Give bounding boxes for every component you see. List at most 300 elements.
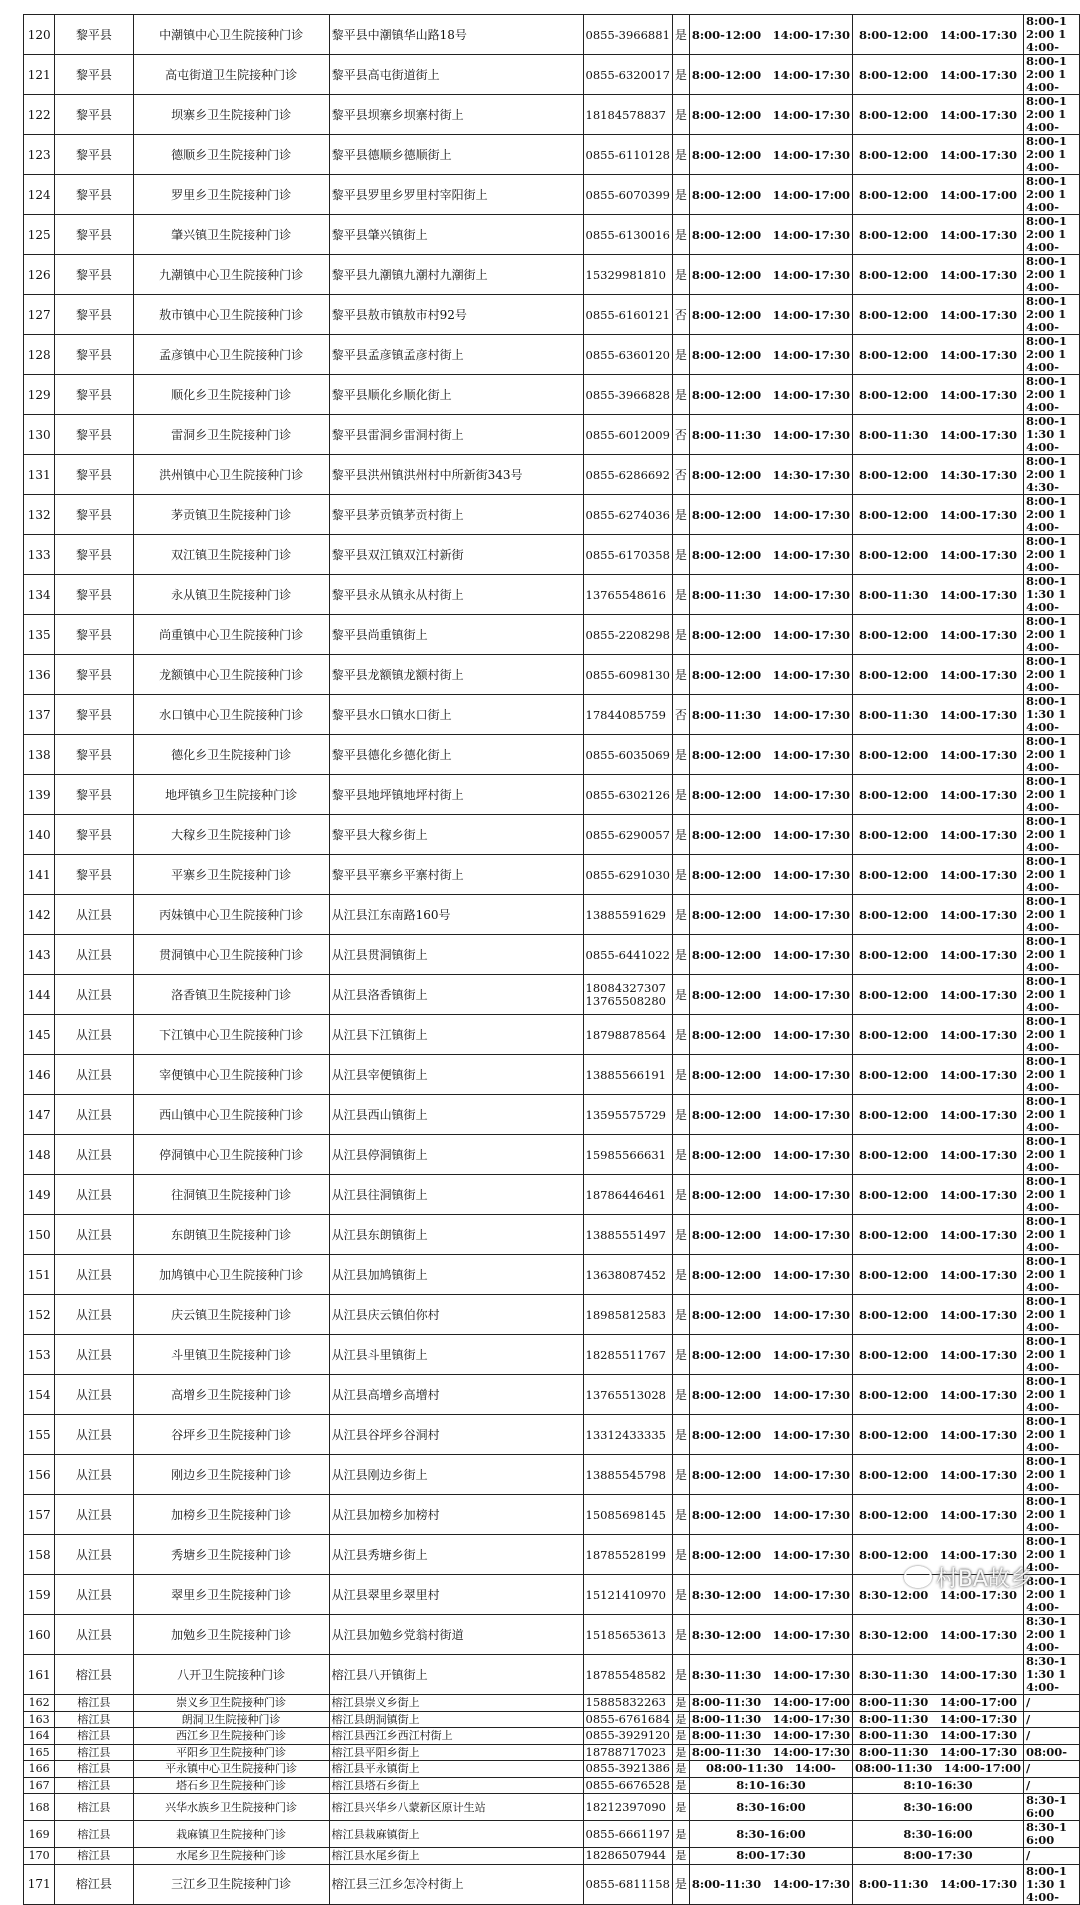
cell-phone: 0855-2208298: [583, 615, 672, 655]
cell-weekend-hours: 8:00-12:00 14:00-17:30: [852, 1015, 1023, 1055]
cell-clinic-name: 高增乡卫生院接种门诊: [133, 1375, 329, 1415]
cell-county: 黎平县: [55, 535, 133, 575]
cell-weekday-hours: 8:00-12:00 14:00-17:30: [689, 55, 852, 95]
cell-county: 黎平县: [55, 335, 133, 375]
cell-holiday-hours: 8:00-11:30 14:00-: [1024, 415, 1080, 455]
cell-clinic-name: 崇义乡卫生院接种门诊: [133, 1695, 329, 1712]
cell-open-flag: 是: [672, 175, 689, 215]
cell-weekend-hours: 8:00-12:00 14:00-17:30: [852, 1175, 1023, 1215]
cell-county: 从江县: [55, 895, 133, 935]
cell-weekday-hours: 8:00-12:00 14:00-17:30: [689, 1535, 852, 1575]
cell-weekday-hours: 8:00-12:00 14:00-17:30: [689, 1375, 852, 1415]
cell-clinic-name: 翠里乡卫生院接种门诊: [133, 1575, 329, 1615]
cell-weekday-hours: 8:00-12:00 14:00-17:30: [689, 255, 852, 295]
table-row: [24, 1761, 1080, 1778]
cell-address: 黎平县双江镇双江村新街: [329, 535, 583, 575]
cell-clinic-name: 刚边乡卫生院接种门诊: [133, 1455, 329, 1495]
cell-address: 黎平县高屯街道街上: [329, 55, 583, 95]
cell-phone: 18084327307 13765508280: [583, 975, 672, 1015]
cell-phone: 18285511767: [583, 1335, 672, 1375]
cell-weekend-hours: 8:00-12:00 14:00-17:30: [852, 1255, 1023, 1295]
cell-holiday-hours: 8:00-12:00 14:00-: [1024, 895, 1080, 935]
table-row: [24, 1255, 1080, 1295]
cell-row-number: 170: [24, 1848, 55, 1865]
cell-clinic-name: 宰便镇中心卫生院接种门诊: [133, 1055, 329, 1095]
cell-address: 从江县谷坪乡谷洞村: [329, 1415, 583, 1455]
cell-open-flag: 是: [672, 1575, 689, 1615]
cell-clinic-name: 往洞镇卫生院接种门诊: [133, 1175, 329, 1215]
cell-row-number: 160: [24, 1615, 55, 1655]
cell-weekday-hours: 8:30-12:00 14:00-17:30: [689, 1615, 852, 1655]
cell-open-flag: 是: [672, 1777, 689, 1794]
cell-open-flag: 是: [672, 1255, 689, 1295]
cell-weekend-hours: 8:00-11:30 14:00-17:30: [852, 1864, 1023, 1904]
cell-holiday-hours: 8:00-12:00 14:00-: [1024, 815, 1080, 855]
cell-address: 从江县加鸠镇街上: [329, 1255, 583, 1295]
cell-weekday-hours: 8:00-12:00 14:00-17:30: [689, 495, 852, 535]
cell-row-number: 154: [24, 1375, 55, 1415]
cell-address: 黎平县罗里乡罗里村宰阳街上: [329, 175, 583, 215]
cell-weekend-hours: 8:00-12:00 14:00-17:30: [852, 1215, 1023, 1255]
cell-holiday-hours: 8:00-12:00 14:00-: [1024, 1255, 1080, 1295]
cell-clinic-name: 龙额镇中心卫生院接种门诊: [133, 655, 329, 695]
cell-open-flag: 是: [672, 1015, 689, 1055]
cell-clinic-name: 地坪镇乡卫生院接种门诊: [133, 775, 329, 815]
cell-phone: 18212397090: [583, 1794, 672, 1821]
cell-weekend-hours: 8:00-11:30 14:00-17:30: [852, 695, 1023, 735]
cell-open-flag: 是: [672, 815, 689, 855]
cell-address: 黎平县敖市镇敖市村92号: [329, 295, 583, 335]
cell-weekday-hours: 8:00-12:00 14:00-17:30: [689, 1415, 852, 1455]
cell-clinic-name: 水口镇中心卫生院接种门诊: [133, 695, 329, 735]
cell-phone: 18286507944: [583, 1848, 672, 1865]
cell-clinic-name: 丙妹镇中心卫生院接种门诊: [133, 895, 329, 935]
cell-address: 从江县贯洞镇街上: [329, 935, 583, 975]
cell-county: 黎平县: [55, 415, 133, 455]
cell-county: 黎平县: [55, 15, 133, 55]
cell-holiday-hours: 8:00-12:00 14:00-: [1024, 1135, 1080, 1175]
cell-open-flag: 是: [672, 1295, 689, 1335]
table-row: [24, 1575, 1080, 1615]
cell-holiday-hours: 8:00-12:00 14:30-: [1024, 455, 1080, 495]
cell-phone: 17844085759: [583, 695, 672, 735]
cell-row-number: 141: [24, 855, 55, 895]
cell-clinic-name: 兴华水族乡卫生院接种门诊: [133, 1794, 329, 1821]
cell-row-number: 157: [24, 1495, 55, 1535]
cell-phone: 0855-3966881: [583, 15, 672, 55]
cell-holiday-hours: 8:00-12:00 14:00-: [1024, 735, 1080, 775]
cell-address: 黎平县顺化乡顺化街上: [329, 375, 583, 415]
cell-open-flag: 是: [672, 1848, 689, 1865]
cell-open-flag: 是: [672, 15, 689, 55]
table-row: [24, 1015, 1080, 1055]
cell-county: 从江县: [55, 1575, 133, 1615]
cell-holiday-hours: 8:00-12:00 14:00-: [1024, 775, 1080, 815]
cell-clinic-name: 西山镇中心卫生院接种门诊: [133, 1095, 329, 1135]
cell-weekend-hours: 8:00-12:00 14:00-17:30: [852, 935, 1023, 975]
cell-clinic-name: 东朗镇卫生院接种门诊: [133, 1215, 329, 1255]
table-row: [24, 1455, 1080, 1495]
cell-clinic-name: 罗里乡卫生院接种门诊: [133, 175, 329, 215]
cell-address: 黎平县雷洞乡雷洞村街上: [329, 415, 583, 455]
cell-open-flag: 否: [672, 455, 689, 495]
cell-weekday-hours: 8:30-16:00: [689, 1821, 852, 1848]
cell-row-number: 143: [24, 935, 55, 975]
cell-address: 榕江县平阳乡街上: [329, 1744, 583, 1761]
cell-open-flag: 是: [672, 1728, 689, 1745]
cell-clinic-name: 孟彦镇中心卫生院接种门诊: [133, 335, 329, 375]
cell-row-number: 153: [24, 1335, 55, 1375]
cell-phone: 18785528199: [583, 1535, 672, 1575]
table-row: [24, 695, 1080, 735]
cell-holiday-hours: 8:00-12:00 14:00-: [1024, 95, 1080, 135]
cell-clinic-name: 八开卫生院接种门诊: [133, 1655, 329, 1695]
table-row: [24, 1495, 1080, 1535]
cell-row-number: 168: [24, 1794, 55, 1821]
cell-weekend-hours: 8:30-12:00 14:00-17:30: [852, 1575, 1023, 1615]
cell-address: 榕江县西江乡西江村街上: [329, 1728, 583, 1745]
cell-row-number: 159: [24, 1575, 55, 1615]
cell-county: 从江县: [55, 1055, 133, 1095]
cell-address: 黎平县水口镇水口街上: [329, 695, 583, 735]
cell-county: 黎平县: [55, 175, 133, 215]
cell-holiday-hours: /: [1024, 1711, 1080, 1728]
cell-county: 从江县: [55, 1535, 133, 1575]
cell-phone: 13765548616: [583, 575, 672, 615]
cell-row-number: 128: [24, 335, 55, 375]
cell-phone: 18786446461: [583, 1175, 672, 1215]
cell-row-number: 135: [24, 615, 55, 655]
cell-clinic-name: 敖市镇中心卫生院接种门诊: [133, 295, 329, 335]
table-row: [24, 1615, 1080, 1655]
cell-address: 从江县洛香镇街上: [329, 975, 583, 1015]
cell-county: 黎平县: [55, 255, 133, 295]
cell-holiday-hours: /: [1024, 1728, 1080, 1745]
cell-row-number: 149: [24, 1175, 55, 1215]
cell-weekend-hours: 8:00-12:00 14:00-17:30: [852, 1535, 1023, 1575]
cell-open-flag: 是: [672, 575, 689, 615]
table-row: [24, 295, 1080, 335]
cell-open-flag: 是: [672, 1864, 689, 1904]
cell-address: 黎平县茅贡镇茅贡村街上: [329, 495, 583, 535]
cell-open-flag: 是: [672, 335, 689, 375]
cell-row-number: 133: [24, 535, 55, 575]
cell-phone: 0855-3966828: [583, 375, 672, 415]
cell-holiday-hours: /: [1024, 1695, 1080, 1712]
cell-county: 榕江县: [55, 1848, 133, 1865]
cell-holiday-hours: 8:00-12:00 14:00-: [1024, 975, 1080, 1015]
cell-open-flag: 是: [672, 1095, 689, 1135]
cell-address: 榕江县兴华乡八蒙新区原计生站: [329, 1794, 583, 1821]
cell-weekday-hours: 8:00-12:00 14:00-17:30: [689, 215, 852, 255]
cell-phone: 13885551497: [583, 1215, 672, 1255]
cell-address: 从江县庆云镇伯你村: [329, 1295, 583, 1335]
table-row: [24, 495, 1080, 535]
table-row: [24, 1335, 1080, 1375]
cell-clinic-name: 平阳乡卫生院接种门诊: [133, 1744, 329, 1761]
watermark-text: 村BA故乡: [935, 1567, 1032, 1592]
cell-address: 黎平县德化乡德化街上: [329, 735, 583, 775]
cell-holiday-hours: 8:00-12:00 14:00-: [1024, 1335, 1080, 1375]
cell-county: 黎平县: [55, 95, 133, 135]
table-row: [24, 1175, 1080, 1215]
cell-holiday-hours: 8:00-12:00 14:00-: [1024, 15, 1080, 55]
cell-row-number: 129: [24, 375, 55, 415]
cell-clinic-name: 高屯街道卫生院接种门诊: [133, 55, 329, 95]
cell-row-number: 165: [24, 1744, 55, 1761]
cell-clinic-name: 双江镇卫生院接种门诊: [133, 535, 329, 575]
cell-phone: 0855-6761684: [583, 1711, 672, 1728]
cell-open-flag: 是: [672, 1375, 689, 1415]
cell-weekend-hours: 8:00-12:00 14:00-17:30: [852, 775, 1023, 815]
cell-phone: 0855-6098130: [583, 655, 672, 695]
table-row: [24, 735, 1080, 775]
cell-clinic-name: 栽麻镇卫生院接种门诊: [133, 1821, 329, 1848]
cell-row-number: 146: [24, 1055, 55, 1095]
cell-clinic-name: 雷洞乡卫生院接种门诊: [133, 415, 329, 455]
cell-weekday-hours: 8:00-12:00 14:00-17:30: [689, 735, 852, 775]
cell-county: 榕江县: [55, 1744, 133, 1761]
cell-open-flag: 是: [672, 775, 689, 815]
cell-weekend-hours: 8:00-12:00 14:00-17:30: [852, 1415, 1023, 1455]
cell-clinic-name: 中潮镇中心卫生院接种门诊: [133, 15, 329, 55]
cell-address: 从江县西山镇街上: [329, 1095, 583, 1135]
cell-phone: 0855-6170358: [583, 535, 672, 575]
cell-phone: 18985812583: [583, 1295, 672, 1335]
cell-weekend-hours: 8:00-12:00 14:00-17:30: [852, 1135, 1023, 1175]
cell-weekday-hours: 8:00-12:00 14:30-17:30: [689, 455, 852, 495]
table-row: [24, 1655, 1080, 1695]
cell-weekday-hours: 8:00-12:00 14:00-17:30: [689, 655, 852, 695]
cell-row-number: 163: [24, 1711, 55, 1728]
cell-weekend-hours: 8:00-12:00 14:30-17:30: [852, 455, 1023, 495]
cell-open-flag: 是: [672, 1455, 689, 1495]
cell-weekend-hours: 8:00-12:00 14:00-17:30: [852, 135, 1023, 175]
cell-county: 黎平县: [55, 55, 133, 95]
cell-weekday-hours: 8:00-12:00 14:00-17:30: [689, 895, 852, 935]
cell-clinic-name: 谷坪乡卫生院接种门诊: [133, 1415, 329, 1455]
cell-clinic-name: 三江乡卫生院接种门诊: [133, 1864, 329, 1904]
cell-weekday-hours: 8:00-12:00 14:00-17:30: [689, 775, 852, 815]
cell-county: 榕江县: [55, 1821, 133, 1848]
cell-row-number: 138: [24, 735, 55, 775]
cell-phone: 0855-6035069: [583, 735, 672, 775]
cell-weekday-hours: 8:00-11:30 14:00-17:30: [689, 575, 852, 615]
cell-holiday-hours: 8:00-12:00 14:00-: [1024, 535, 1080, 575]
cell-phone: 0855-6290057: [583, 815, 672, 855]
cell-phone: 13885591629: [583, 895, 672, 935]
cell-row-number: 139: [24, 775, 55, 815]
cell-address: 从江县斗里镇街上: [329, 1335, 583, 1375]
cell-phone: 15085698145: [583, 1495, 672, 1535]
cell-row-number: 162: [24, 1695, 55, 1712]
table-row: [24, 935, 1080, 975]
cell-weekend-hours: 8:00-11:30 14:00-17:30: [852, 1711, 1023, 1728]
cell-phone: 18798878564: [583, 1015, 672, 1055]
cell-phone: 15121410970: [583, 1575, 672, 1615]
cell-weekend-hours: 8:00-12:00 14:00-17:30: [852, 855, 1023, 895]
cell-holiday-hours: 8:00-12:00 14:00-: [1024, 55, 1080, 95]
table-row: [24, 1215, 1080, 1255]
cell-weekday-hours: 08:00-11:30 14:00-: [689, 1761, 852, 1778]
cell-weekend-hours: 8:00-12:00 14:00-17:30: [852, 495, 1023, 535]
cell-weekday-hours: 8:00-12:00 14:00-17:30: [689, 295, 852, 335]
cell-open-flag: 是: [672, 1761, 689, 1778]
cell-phone: 0855-6012009: [583, 415, 672, 455]
cell-holiday-hours: 8:00-12:00 14:00-: [1024, 295, 1080, 335]
cell-row-number: 166: [24, 1761, 55, 1778]
cell-row-number: 134: [24, 575, 55, 615]
cell-weekend-hours: 8:30-11:30 14:00-17:30: [852, 1655, 1023, 1695]
cell-weekday-hours: 8:00-12:00 14:00-17:30: [689, 855, 852, 895]
cell-row-number: 122: [24, 95, 55, 135]
cell-row-number: 130: [24, 415, 55, 455]
table-row: [24, 1055, 1080, 1095]
cell-phone: 13765513028: [583, 1375, 672, 1415]
cell-clinic-name: 茅贡镇卫生院接种门诊: [133, 495, 329, 535]
cell-phone: 0855-6274036: [583, 495, 672, 535]
cell-county: 黎平县: [55, 135, 133, 175]
table-row: [24, 775, 1080, 815]
cell-weekend-hours: 8:10-16:30: [852, 1777, 1023, 1794]
cell-weekday-hours: 8:00-12:00 14:00-17:30: [689, 375, 852, 415]
cell-open-flag: 是: [672, 1175, 689, 1215]
cell-county: 榕江县: [55, 1777, 133, 1794]
cell-holiday-hours: 8:00-11:30 14:00-: [1024, 695, 1080, 735]
cell-holiday-hours: /: [1024, 1848, 1080, 1865]
table-body: [24, 15, 1080, 1905]
cell-weekday-hours: 8:00-12:00 14:00-17:30: [689, 535, 852, 575]
cell-weekday-hours: 8:00-11:30 14:00-17:30: [689, 1728, 852, 1745]
cell-open-flag: 是: [672, 1695, 689, 1712]
cell-address: 榕江县平永镇街上: [329, 1761, 583, 1778]
cell-holiday-hours: 8:00-12:00 14:00-: [1024, 1535, 1080, 1575]
cell-open-flag: 是: [672, 1535, 689, 1575]
cell-holiday-hours: 8:00-11:30 14:00-: [1024, 1864, 1080, 1904]
table-row: [24, 375, 1080, 415]
table-row: [24, 1821, 1080, 1848]
clinic-schedule-table: [23, 14, 1080, 1905]
table-row: [24, 335, 1080, 375]
cell-phone: 0855-6286692: [583, 455, 672, 495]
cell-county: 从江县: [55, 1015, 133, 1055]
cell-row-number: 155: [24, 1415, 55, 1455]
cell-clinic-name: 加勉乡卫生院接种门诊: [133, 1615, 329, 1655]
cell-county: 榕江县: [55, 1864, 133, 1904]
cell-county: 从江县: [55, 975, 133, 1015]
cell-clinic-name: 斗里镇卫生院接种门诊: [133, 1335, 329, 1375]
table-row: [24, 175, 1080, 215]
cell-holiday-hours: 8:00-12:00 14:00-: [1024, 215, 1080, 255]
cell-county: 黎平县: [55, 655, 133, 695]
cell-county: 从江县: [55, 1095, 133, 1135]
cell-weekend-hours: 8:00-17:30: [852, 1848, 1023, 1865]
cell-weekend-hours: 8:30-12:00 14:00-17:30: [852, 1615, 1023, 1655]
cell-clinic-name: 肇兴镇卫生院接种门诊: [133, 215, 329, 255]
cell-holiday-hours: 8:00-12:00 14:00-: [1024, 1295, 1080, 1335]
cell-row-number: 145: [24, 1015, 55, 1055]
cell-holiday-hours: /: [1024, 1777, 1080, 1794]
table-row: [24, 255, 1080, 295]
cell-clinic-name: 西江乡卫生院接种门诊: [133, 1728, 329, 1745]
cell-address: 从江县下江镇街上: [329, 1015, 583, 1055]
cell-clinic-name: 贯洞镇中心卫生院接种门诊: [133, 935, 329, 975]
cell-weekday-hours: 8:00-12:00 14:00-17:00: [689, 175, 852, 215]
cell-phone: 13885545798: [583, 1455, 672, 1495]
cell-weekday-hours: 8:00-11:30 14:00-17:30: [689, 1744, 852, 1761]
cell-open-flag: 是: [672, 1711, 689, 1728]
cell-clinic-name: 加鸠镇中心卫生院接种门诊: [133, 1255, 329, 1295]
cell-county: 从江县: [55, 1255, 133, 1295]
cell-row-number: 150: [24, 1215, 55, 1255]
cell-weekday-hours: 8:00-12:00 14:00-17:30: [689, 1495, 852, 1535]
cell-address: 从江县刚边乡街上: [329, 1455, 583, 1495]
cell-weekday-hours: 8:00-12:00 14:00-17:30: [689, 1175, 852, 1215]
cell-phone: 0855-6661197: [583, 1821, 672, 1848]
cell-phone: 13638087452: [583, 1255, 672, 1295]
cell-phone: 13312433335: [583, 1415, 672, 1455]
cell-county: 黎平县: [55, 735, 133, 775]
table-row: [24, 1711, 1080, 1728]
table-row: [24, 975, 1080, 1015]
cell-clinic-name: 九潮镇中心卫生院接种门诊: [133, 255, 329, 295]
cell-weekend-hours: 8:00-12:00 14:00-17:00: [852, 175, 1023, 215]
cell-open-flag: 否: [672, 415, 689, 455]
cell-clinic-name: 德化乡卫生院接种门诊: [133, 735, 329, 775]
table-row: [24, 15, 1080, 55]
table-row: [24, 1375, 1080, 1415]
cell-weekend-hours: 8:00-12:00 14:00-17:30: [852, 1295, 1023, 1335]
cell-weekday-hours: 8:00-12:00 14:00-17:30: [689, 135, 852, 175]
table-row: [24, 1864, 1080, 1904]
cell-weekend-hours: 8:00-12:00 14:00-17:30: [852, 295, 1023, 335]
cell-weekday-hours: 8:00-12:00 14:00-17:30: [689, 1335, 852, 1375]
cell-row-number: 120: [24, 15, 55, 55]
table-row: [24, 455, 1080, 495]
cell-open-flag: 否: [672, 695, 689, 735]
table-row: [24, 1794, 1080, 1821]
cell-row-number: 132: [24, 495, 55, 535]
cell-weekend-hours: 8:00-12:00 14:00-17:30: [852, 335, 1023, 375]
cell-clinic-name: 大稼乡卫生院接种门诊: [133, 815, 329, 855]
cell-county: 从江县: [55, 1415, 133, 1455]
cell-weekend-hours: 8:00-11:30 14:00-17:30: [852, 575, 1023, 615]
table-row: [24, 895, 1080, 935]
cell-weekend-hours: 8:00-12:00 14:00-17:30: [852, 975, 1023, 1015]
cell-holiday-hours: 8:00-12:00 14:00-: [1024, 1095, 1080, 1135]
cell-weekend-hours: 8:00-12:00 14:00-17:30: [852, 815, 1023, 855]
table-row: [24, 215, 1080, 255]
table-row: [24, 1135, 1080, 1175]
cell-weekend-hours: 8:30-16:00: [852, 1821, 1023, 1848]
cell-address: 从江县往洞镇街上: [329, 1175, 583, 1215]
cell-phone: 0855-6811158: [583, 1864, 672, 1904]
cell-county: 黎平县: [55, 455, 133, 495]
cell-county: 黎平县: [55, 215, 133, 255]
cell-phone: 13595575729: [583, 1095, 672, 1135]
cell-weekend-hours: 8:00-11:30 14:00-17:30: [852, 1728, 1023, 1745]
cell-holiday-hours: 8:00-12:00 14:00-: [1024, 335, 1080, 375]
cell-row-number: 161: [24, 1655, 55, 1695]
cell-phone: 0855-6676528: [583, 1777, 672, 1794]
cell-address: 黎平县中潮镇华山路18号: [329, 15, 583, 55]
cell-weekend-hours: 8:00-12:00 14:00-17:30: [852, 255, 1023, 295]
table-row: [24, 575, 1080, 615]
cell-holiday-hours: 8:00-12:00 14:00-: [1024, 375, 1080, 415]
cell-address: 从江县停洞镇街上: [329, 1135, 583, 1175]
cell-open-flag: 是: [672, 1495, 689, 1535]
cell-clinic-name: 朗洞卫生院接种门诊: [133, 1711, 329, 1728]
